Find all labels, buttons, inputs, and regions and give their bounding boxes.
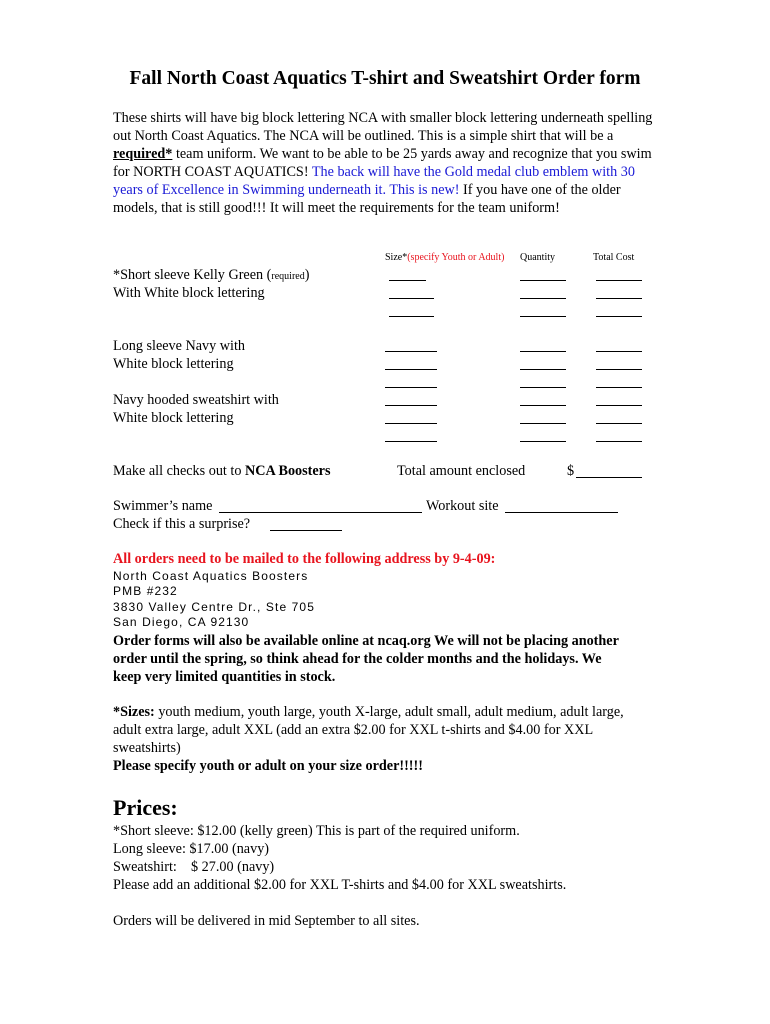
- short-sleeve-size-blank-2[interactable]: [389, 298, 434, 299]
- online-notice: Order forms will also be available online at ncaq.org We will not be placing another order until the spring, so think ahead for the colder months and the holidays. We keep very limited quantities in stock.: [113, 633, 619, 685]
- mailing-address-line-1: North Coast Aquatics Boosters: [113, 569, 309, 583]
- quantity-column-header: Quantity: [520, 252, 555, 263]
- sizes-label: *Sizes:: [113, 704, 155, 720]
- intro-text-3: If you have one of the older models, that is still good!!! It will meet the requirements for the team uniform!: [113, 182, 621, 216]
- intro-text-2: team uniform. We want to be able to be 25 yards away and recognize that you swim for NORTH COAST AQUATICS!: [113, 146, 652, 180]
- required-emphasis: required*: [113, 146, 173, 162]
- surprise-blank[interactable]: [270, 530, 342, 531]
- swimmer-name-blank[interactable]: [219, 512, 422, 513]
- size-column-note: (specify Youth or Adult): [407, 252, 505, 263]
- short-sleeve-size-blank-1[interactable]: [389, 280, 426, 281]
- mailing-address-line-3: 3830 Valley Centre Dr., Ste 705: [113, 600, 315, 614]
- mailing-heading: All orders need to be mailed to the following address by 9-4-09:: [113, 551, 496, 567]
- delivery-note: Orders will be delivered in mid September to all sites.: [113, 913, 420, 929]
- item-short-sleeve-label: *Short sleeve Kelly Green (required): [113, 267, 310, 283]
- sizes-text: youth medium, youth large, youth X-large, adult small, adult medium, adult large, adult extra large, adult XXL (add an extra $2.00 for XXL t-shirts and $4.00 for XXL sweatshirts): [113, 704, 624, 756]
- long-sleeve-size-blank-2[interactable]: [385, 369, 437, 370]
- item-short-sleeve-sublabel: With White block lettering: [113, 285, 265, 301]
- hooded-total-blank-1[interactable]: [596, 405, 642, 406]
- hooded-total-blank-3[interactable]: [596, 441, 642, 442]
- short-sleeve-total-blank-1[interactable]: [596, 280, 642, 281]
- total-amount-label: Total amount enclosed: [397, 463, 526, 479]
- hooded-size-blank-2[interactable]: [385, 423, 437, 424]
- page-title: Fall North Coast Aquatics T-shirt and Sweatshirt Order form: [129, 68, 641, 89]
- total-amount-blank[interactable]: [576, 477, 642, 478]
- hooded-size-blank-1[interactable]: [385, 405, 437, 406]
- prices-heading: Prices:: [113, 795, 178, 820]
- long-sleeve-quantity-blank-3[interactable]: [520, 387, 566, 388]
- total-cost-column-header: Total Cost: [593, 252, 635, 263]
- surprise-label: Check if this a surprise?: [113, 516, 251, 532]
- checks-payee: NCA Boosters: [244, 463, 331, 479]
- long-sleeve-total-blank-1[interactable]: [596, 351, 642, 352]
- hooded-quantity-blank-1[interactable]: [520, 405, 566, 406]
- long-sleeve-size-blank-3[interactable]: [385, 387, 437, 388]
- mailing-address-line-4: San Diego, CA 92130: [113, 615, 250, 629]
- short-sleeve-size-blank-3[interactable]: [389, 316, 434, 317]
- size-column-header: Size*(specify Youth or Adult): [385, 252, 505, 263]
- hooded-total-blank-2[interactable]: [596, 423, 642, 424]
- swimmer-name-label: Swimmer’s name: [113, 498, 213, 514]
- total-dollar-sign: $: [567, 463, 575, 479]
- sizes-paragraph: [113, 703, 653, 757]
- item-long-sleeve-label: Long sleeve Navy with: [113, 338, 245, 354]
- checks-payable-text: Make all checks out to NCA Boosters: [113, 463, 331, 479]
- short-sleeve-quantity-blank-1[interactable]: [520, 280, 566, 281]
- item-hooded-label: Navy hooded sweatshirt with: [113, 392, 279, 408]
- long-sleeve-total-blank-3[interactable]: [596, 387, 642, 388]
- short-sleeve-total-blank-3[interactable]: [596, 316, 642, 317]
- item-long-sleeve-sublabel: White block lettering: [113, 356, 234, 372]
- intro-paragraph: [113, 109, 661, 217]
- long-sleeve-total-blank-2[interactable]: [596, 369, 642, 370]
- hooded-quantity-blank-2[interactable]: [520, 423, 566, 424]
- short-sleeve-quantity-blank-3[interactable]: [520, 316, 566, 317]
- hooded-quantity-blank-3[interactable]: [520, 441, 566, 442]
- item-hooded-sublabel: White block lettering: [113, 410, 234, 426]
- long-sleeve-quantity-blank-1[interactable]: [520, 351, 566, 352]
- price-sweatshirt: Sweatshirt: $ 27.00 (navy): [113, 859, 275, 875]
- long-sleeve-quantity-blank-2[interactable]: [520, 369, 566, 370]
- workout-site-label: Workout site: [426, 498, 499, 514]
- price-long-sleeve: Long sleeve: $17.00 (navy): [113, 841, 270, 857]
- short-sleeve-quantity-blank-2[interactable]: [520, 298, 566, 299]
- hooded-size-blank-3[interactable]: [385, 441, 437, 442]
- sizes-specify-note: Please specify youth or adult on your size order!!!!!: [113, 758, 423, 774]
- short-sleeve-total-blank-2[interactable]: [596, 298, 642, 299]
- intro-blue-note: The back will have the Gold medal club emblem with 30 years of Excellence in Swimming underneath it. This is new!: [113, 164, 635, 198]
- long-sleeve-size-blank-1[interactable]: [385, 351, 437, 352]
- mailing-address-line-2: PMB #232: [113, 584, 178, 598]
- price-xxl-note: Please add an additional $2.00 for XXL T-shirts and $4.00 for XXL sweatshirts.: [113, 877, 567, 893]
- workout-site-blank[interactable]: [505, 512, 618, 513]
- intro-text-1: These shirts will have big block lettering NCA with smaller block lettering underneath spelling out North Coast Aquatics. The NCA will be outlined. This is a simple shirt that will be a: [113, 110, 653, 144]
- price-short-sleeve: *Short sleeve: $12.00 (kelly green) This is part of the required uniform.: [113, 823, 520, 839]
